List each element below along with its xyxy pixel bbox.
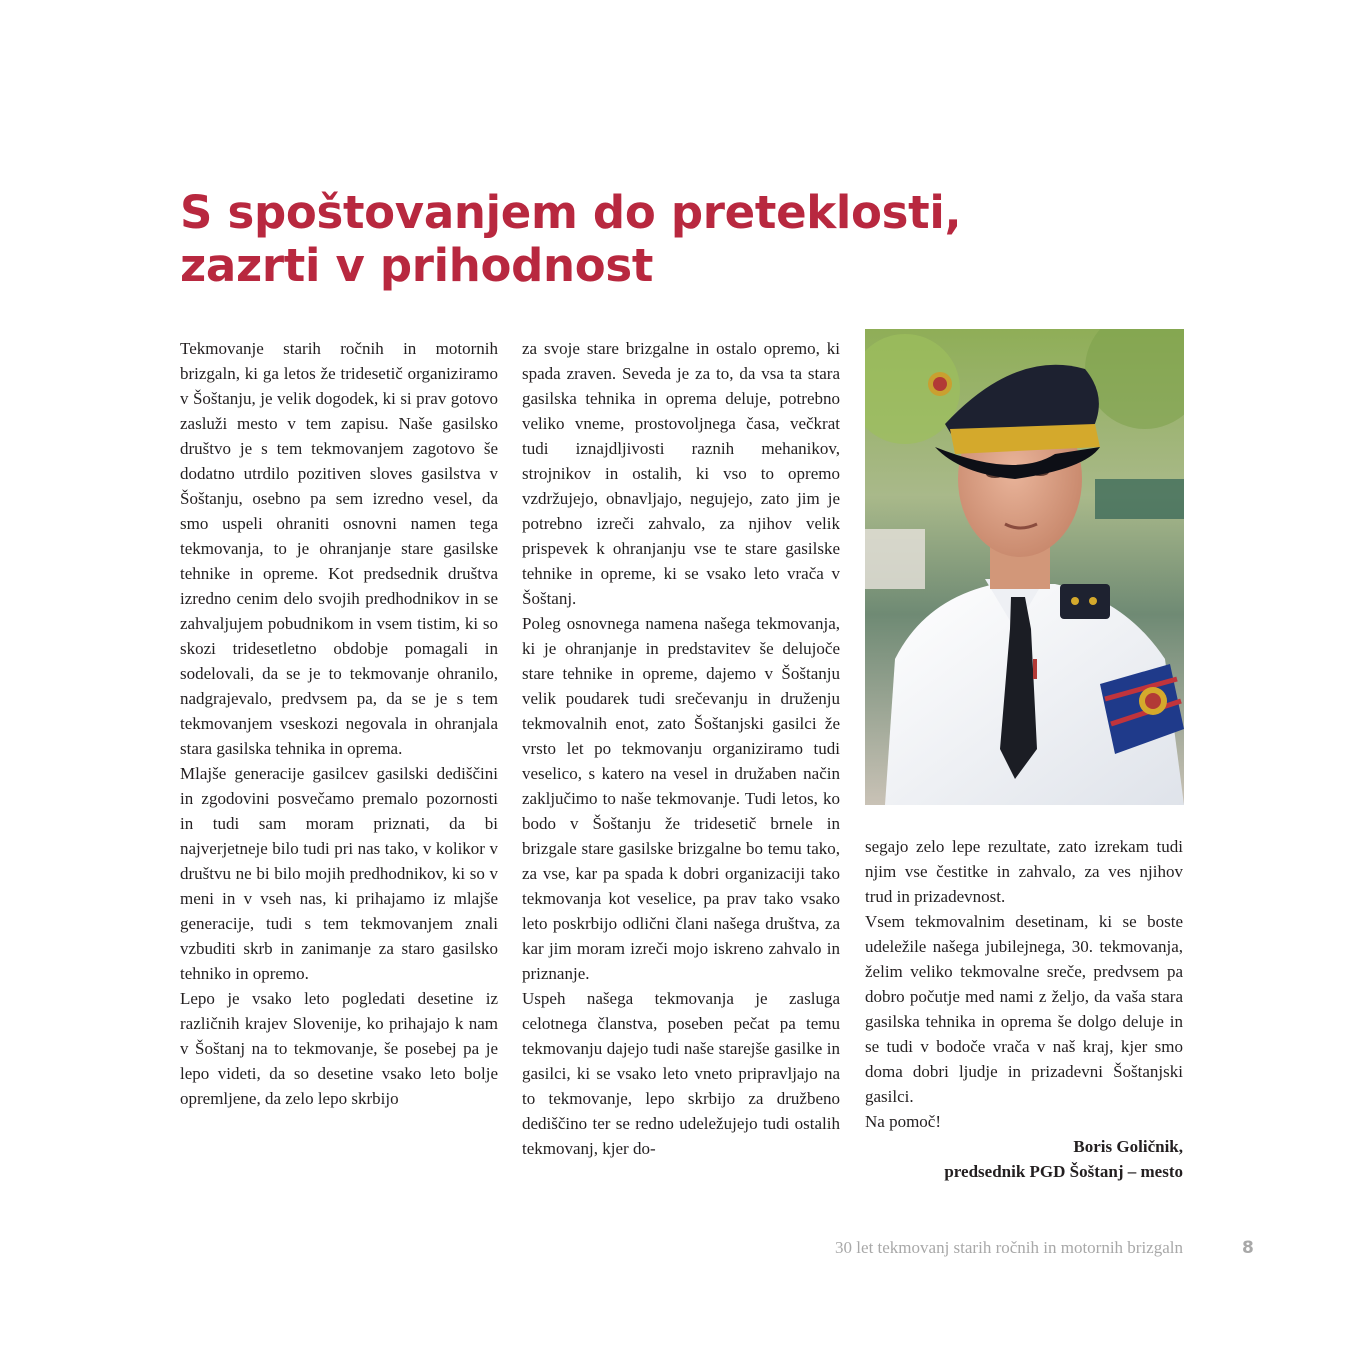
article-title-line-1: S spoštovanjem do preteklosti, xyxy=(180,186,962,239)
text-column-2 xyxy=(522,336,840,1161)
paragraph: za svoje stare brizgalne in ostalo opremo, ki spada zraven. Seveda je za to, da vsa ta stara gasilska tehnika in oprema deluje, potrebno veliko vneme, prostovoljnega časa, večkrat tudi iznajdljivosti raznih mehanikov, strojnikov in ostalih, ki vso to opremo vzdržujejo, obnavljajo, negujejo, zato jim je potrebno izreči zahvalo, za njihov velik prispevek k ohranjanju vse te stare gasilske tehnike in opreme, ki se vsako leto vrača v Šoštanj. xyxy=(522,339,840,608)
article-title-line-2: zazrti v prihodnost xyxy=(180,239,654,292)
signature-role: predsednik PGD Šoštanj – mesto xyxy=(944,1162,1183,1181)
paragraph: Mlajše generacije gasilcev gasilski dediščini in zgodovini posvečamo premalo pozornosti in tudi sam moram priznati, da bi najverjetneje bilo tudi pri nas tako, v kolikor v društvu ne bi bilo mojih predhodnikov, ki so v meni in v vseh nas, ki prihajamo iz mlajše generacije, tudi s tem tekmovanjem znali vzbuditi skrb in zanimanje za staro gasilsko tehniko in opremo. xyxy=(180,764,498,983)
text-column-3 xyxy=(865,834,1183,1184)
paragraph: Na pomoč! xyxy=(865,1112,942,1131)
paragraph: Uspeh našega tekmovanja je zasluga celotnega članstva, poseben pečat pa temu tekmovanju dajejo tudi naše starejše gasilke in gasilci, ki se vsako leto vneto pripravljajo na to tekmovanje, lepo skrbijo za družbeno dediščino ter se redno udeležujejo tudi ostalih tekmovanj, kjer do- xyxy=(522,989,840,1158)
firefighter-portrait-photo xyxy=(865,329,1184,805)
paragraph: Tekmovanje starih ročnih in motornih brizgaln, ki ga letos že tridesetič organiziramo v Šoštanju, je velik dogodek, ki si prav gotovo zasluži mesto v tem zapisu. Naše gasilsko društvo je s tem tekmovanjem zagotovo še dodatno utrdilo pozitiven sloves gasilstva v Šoštanju, osebno pa sem izredno vesel, da smo uspeli ohraniti osnovni namen tega tekmovanja, to je ohranjanje stare gasilske tehnike in opreme. Kot predsednik društva izredno cenim delo svojih predhodnikov in se zahvaljujem pobudnikom in vsem tistim, ki so skozi tridesetletno obdobje pomagali in sodelovali, da se je to tekmovanje ohranilo, nadgrajevalo, predvsem pa, da se je s tem tekmovanjem vseskozi negovala in ohranjala stara gasilska tehnika in oprema. xyxy=(180,339,498,758)
page-number: 8 xyxy=(1242,1238,1254,1258)
signature-name: Boris Goličnik, xyxy=(1073,1137,1183,1156)
footer-publication-title: 30 let tekmovanj starih ročnih in motornih brizgaln xyxy=(835,1238,1183,1257)
paragraph: segajo zelo lepe rezultate, zato izrekam tudi njim vse čestitke in zahvalo, za ves njihov trud in prizadevnost. xyxy=(865,837,1183,906)
paragraph: Poleg osnovnega namena našega tekmovanja, ki je ohranjanje in predstavitev še delujoče stare tehnike in opreme, dajemo v Šoštanju velik poudarek tudi srečevanju in druženju tekmovalnih enot, zato Šoštanjski gasilci že vrsto let po tekmovanju organiziramo tudi veselico, s katero na vesel in družaben način zaključimo to naše tekmovanje. Tudi letos, ko bodo v Šoštanju že tridesetič brnele in brizgale stare gasilske brizgalne bo temu tako, za vse, kar pa spada k dobri organizaciji tako tekmovanja kot veselice, pa prav tako vsako leto poskrbijo odlični člani našega društva, za kar jim moram izreči mojo iskreno zahvalo in priznanje. xyxy=(522,614,840,983)
paragraph: Vsem tekmovalnim desetinam, ki se boste udeležile našega jubilejnega, 30. tekmovanja, želim veliko tekmovalne sreče, predvsem pa dobro počutje med nami z željo, da vaša stara gasilska tehnika in oprema še dolgo deluje in se tudi v bodoče vrača v naš kraj, kjer smo doma dobri ljudje in prizadevni Šoštanjski gasilci. xyxy=(865,912,1183,1106)
paragraph: Lepo je vsako leto pogledati desetine iz različnih krajev Slovenije, ko prihajajo k nam v Šoštanj na to tekmovanje, še posebej pa je lepo videti, da so desetine vsako leto bolje opremljene, da zelo lepo skrbijo xyxy=(180,989,498,1108)
article-title xyxy=(180,186,1180,292)
text-column-1 xyxy=(180,336,498,1111)
